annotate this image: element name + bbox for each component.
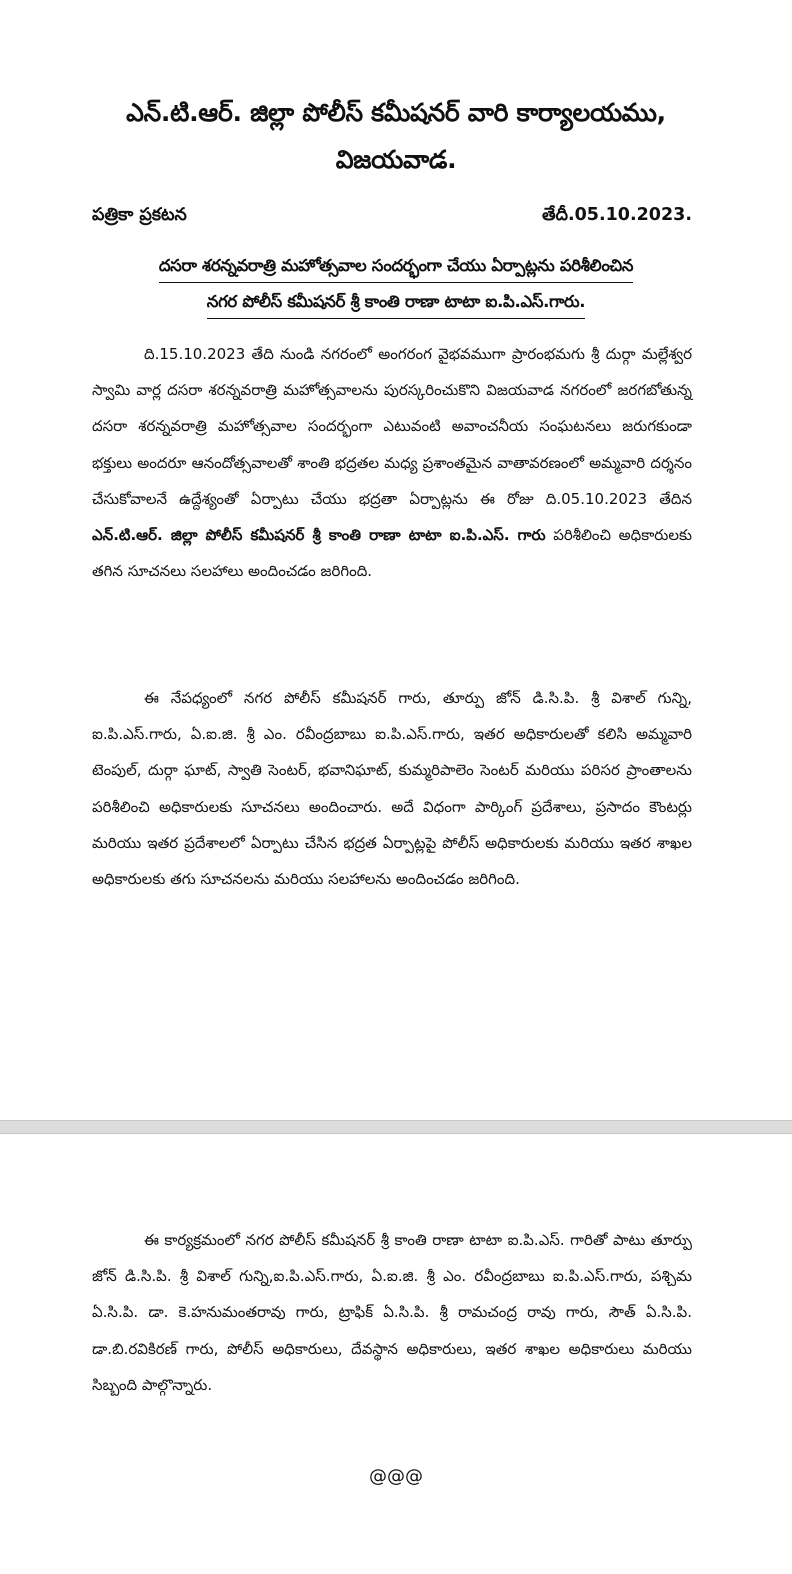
meta-row	[92, 200, 692, 230]
paragraph-3-text: ఈ కార్యక్రమంలో నగర పోలీస్ కమీషనర్ శ్రీ కాంతి రాణా టాటా ఐ.పి.ఎస్. గారితో పాటు తూర్పు జోన్ డి.సి.పి. శ్రీ విశాల్ గున్ని,ఐ.పి.ఎస్.గారు, ఏ.ఐ.జి. శ్రీ ఎం. రవీంద్రబాబు ఐ.పి.ఎస్.గారు, పశ్చిమ ఏ.సి.పి. డా. కె.హనుమంతరావు గారు, ట్రాఫిక్ ఏ.సి.పి. శ్రీ రామచంద్ర రావు గారు, సౌత్ ఏ.సి.పి. డా.బి.రవికిరణ్ గారు, పోలీస్ అధికారులు, దేవస్థాన అధికారులు, ఇతర శాఖల అధికారులు మరియు సిబ్బంది పాల్గొన్నారు.	[92, 1231, 692, 1394]
paragraph-2-text: ఈ నేపధ్యంలో నగర పోలీస్ కమీషనర్ గారు, తూర్పు జోన్ డి.సి.పి. శ్రీ విశాల్ గున్ని, ఐ.పి.ఎస్.గారు, ఏ.ఐ.జి. శ్రీ ఎం. రవీంద్రబాబు ఐ.పి.ఎస్.గారు, ఇతర అధికారులతో కలిసి అమ్మవారి టెంపుల్, దుర్గా ఘాట్, స్వాతి సెంటర్, భవానిఘాట్, కుమ్మరిపాలెం సెంటర్ మరియు పరిసర ప్రాంతాలను పరిశీలించి అధికారులకు సూచనలు అందించారు. అదే విధంగా పార్కింగ్ ప్రదేశాలు, ప్రసాదం కౌంటర్లు మరియు ఇతర ప్రదేశాలలో ఏర్పాటు చేసిన భద్రత ఏర్పాట్లపై పోలీస్ అధికారులకు మరియు ఇతర శాఖల అధికారులకు తగు సూచనలను మరియు సలహాలను అందించడం జరిగింది.	[92, 689, 692, 889]
office-city: విజయవాడ.	[335, 145, 457, 174]
body-paragraph-2	[92, 680, 692, 897]
page-separator	[0, 1120, 792, 1134]
subject-line-2-text: నగర పోలీస్ కమీషనర్ శ్రీ కాంతి రాణా టాటా ఐ.పి.ఎస్.గారు.	[207, 288, 585, 319]
commissioner-name-bold: ఎన్.టి.ఆర్. జిల్లా పోలీస్ కమీషనర్ శ్రీ కాంతి రాణా టాటా ఐ.పి.ఎస్. గారు	[92, 526, 546, 545]
office-title: ఎన్.టి.ఆర్. జిల్లా పోలీస్ కమీషనర్ వారి కార్యాలయము,	[126, 98, 666, 127]
closing-mark: @@@	[369, 1466, 423, 1487]
subject-line-1	[0, 252, 792, 283]
body-paragraph-1	[92, 336, 692, 589]
press-release-label: పత్రికా ప్రకటన	[92, 205, 187, 225]
subject-line-2	[0, 288, 792, 319]
subject-line-1-text: దసరా శరన్నవరాత్రి మహోత్సవాల సందర్భంగా చేయు ఏర్పాట్లను పరిశీలించిన	[159, 252, 633, 283]
paragraph-1-text: ది.15.10.2023 తేది నుండి నగరంలో అంగరంగ వైభవముగా ప్రారంభమగు శ్రీ దుర్గా మల్లేశ్వర స్వామి వార్ల దసరా శరన్నవరాత్రి మహోత్సవాలను పురస్కరించుకొని విజయవాడ నగరంలో జరగబోతున్న దసరా శరన్నవరాత్రి మహోత్సవాల సందర్భంగా ఎటువంటి అవాంచనీయ సంఘటనలు జరుగకుండా భక్తులు అందరూ ఆనందోత్సవాలతో శాంతి భద్రతల మధ్య ప్రశాంతమైన వాతావరణంలో అమ్మవారి దర్శనం చేసుకోవాలనే ఉద్దేశ్యంతో ఏర్పాటు చేయు భద్రతా ఏర్పాట్లను ఈ రోజు ది.05.10.2023 తేదిన	[92, 345, 692, 508]
body-paragraph-3	[92, 1222, 692, 1403]
release-date: తేదీ.05.10.2023.	[542, 205, 692, 225]
paragraph-1-end: పరిశీలించి అధికారులకు తగిన సూచనలు సలహాలు అందించడం జరిగింది.	[92, 526, 692, 581]
